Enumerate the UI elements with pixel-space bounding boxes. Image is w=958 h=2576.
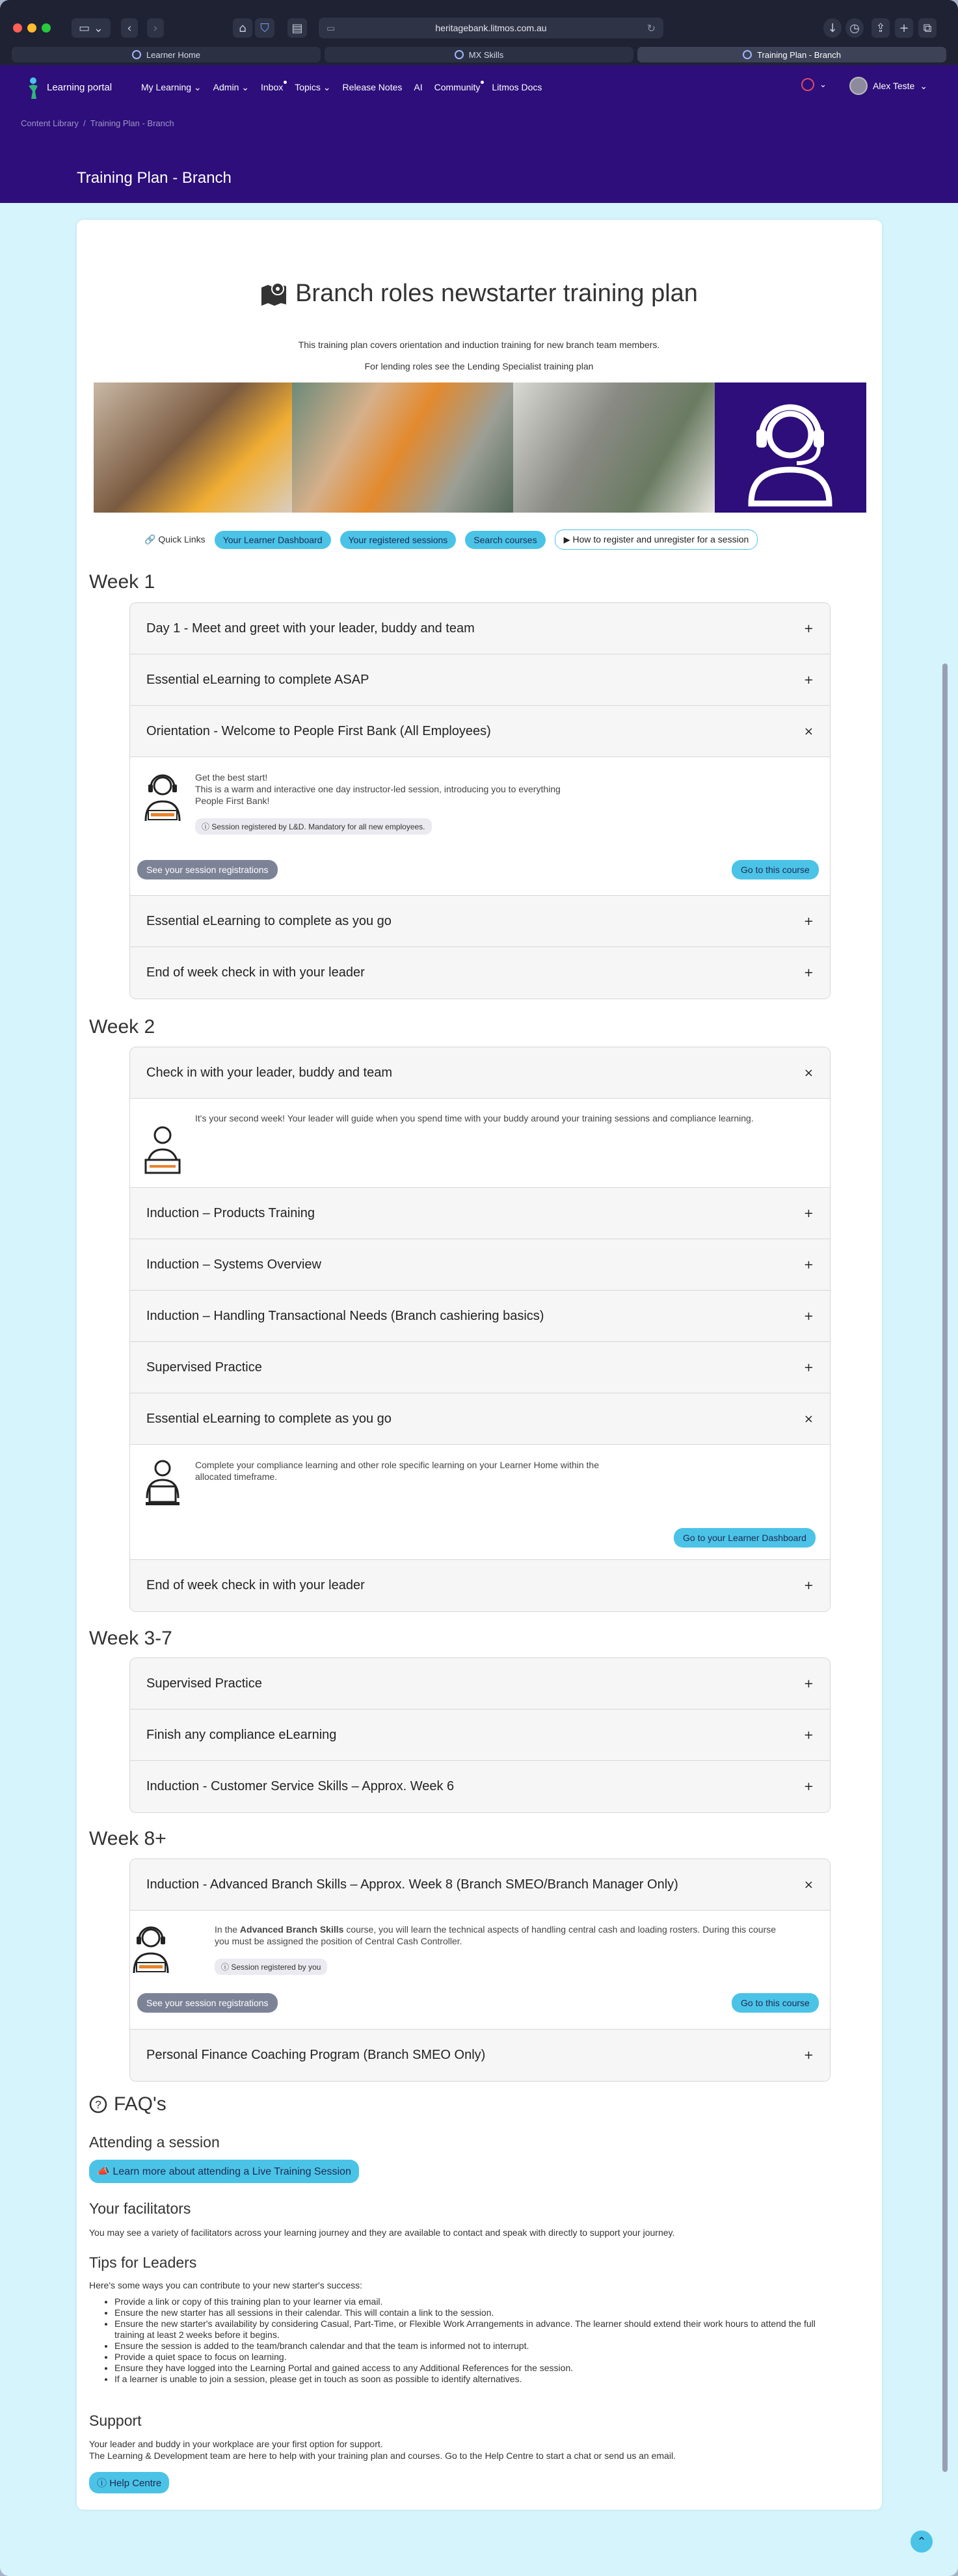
portal-brand[interactable]: Learning portal [47,82,113,93]
reload-icon[interactable]: ↻ [646,21,656,34]
headset-graphic [715,382,866,513]
map-icon [260,281,287,307]
chevron-down-icon[interactable]: ⌄ [819,79,827,89]
badge-text: Session registered by L&D. Mandatory for all new employees. [211,822,425,831]
expand-icon: + [803,1206,814,1220]
expand-icon: + [803,1360,814,1375]
accordion-item-title: Essential eLearning to complete ASAP [146,672,369,687]
user-menu[interactable] [849,77,927,95]
faq-title: FAQ's [114,2093,166,2115]
live-training-button[interactable] [89,2160,359,2183]
week-1-heading: Week 1 [89,571,155,593]
help-centre-label: Help Centre [109,2478,162,2489]
banner-image [94,382,866,513]
quick-links-label [144,534,206,545]
tips-list [114,2296,830,2385]
accordion-item[interactable] [130,1291,830,1342]
live-training-label: Learn more about attending a Live Training Session [113,2166,351,2177]
week-2-accordion [129,1047,831,1612]
learner-dashboard-button[interactable]: Your Learner Dashboard [215,531,331,549]
accordion-item[interactable] [130,1710,830,1761]
see-session-registrations-button[interactable]: See your session registrations [137,860,278,879]
tab-mx-skills[interactable] [325,47,633,62]
week-2-heading: Week 2 [89,1016,155,1038]
accordion-item-title: Induction – Handling Transactional Needs (Branch cashiering basics) [146,1308,544,1323]
portal-logo-icon[interactable] [26,77,40,100]
orientation-panel [130,757,830,896]
accordion-item-title: End of week check in with your leader [146,1578,365,1592]
nav-ai[interactable]: AI [414,82,423,92]
accordion-item-title: Induction – Systems Overview [146,1257,321,1272]
quick-links-text: Quick Links [158,534,206,544]
url-bar[interactable] [319,18,663,38]
list-item: • Ensure they have logged into the Learning Portal and gained access to any Additional References for the session. [114,2363,830,2374]
chevron-up-icon: ⌃ [916,2534,927,2549]
accordion-item-title: Personal Finance Coaching Program (Branch SMEO Only) [146,2048,486,2062]
breadcrumb [21,118,174,128]
collapse-icon: × [803,1412,814,1426]
accordion-item[interactable] [130,1188,830,1239]
how-to-register-button[interactable] [555,530,758,550]
accordion-item[interactable] [130,1342,830,1393]
nav-community[interactable] [434,82,481,93]
accordion-item-title: End of week check in with your leader [146,965,365,980]
site-favicon-icon [455,50,464,59]
tab-strip [12,47,946,62]
list-item: • Ensure the new starter's availability by considering Casual, Part-Time, or Flexible Work Arrangements in advance. The learner should extend their work hours to attend the full training at least 2 weeks before it begins. [114,2318,830,2341]
accordion-item-title: Essential eLearning to complete as you go [146,913,392,928]
list-item: • Ensure the new starter has all sessions in their calendar. This will contain a link to the session. [114,2307,830,2318]
checkin-panel [130,1099,830,1188]
accordion-item[interactable] [130,2030,830,2081]
tab-label: MX Skills [468,49,504,60]
nav-topics[interactable]: Topics ⌄ [295,82,331,92]
accordion-item[interactable] [130,1560,830,1611]
expand-icon: + [803,1780,814,1793]
see-session-registrations-button[interactable]: See your session registrations [137,1993,278,2013]
orientation-line: Get the best start! [195,772,268,783]
elearning-line: allocated timeframe. [195,1471,278,1482]
megaphone-icon: 📣 [97,2166,110,2177]
forward-icon[interactable]: › [147,18,164,38]
accordion-item-expanded[interactable] [130,1393,830,1445]
expand-icon: + [803,2048,814,2062]
orientation-description [195,771,561,807]
nav-label: Community [434,82,481,92]
learner-laptop-icon [143,1458,182,1510]
expand-icon: + [803,1309,814,1323]
breadcrumb-content-library[interactable]: Content Library [21,118,79,128]
info-icon: ⓘ [202,822,210,831]
accordion-item[interactable] [130,654,830,706]
chevron-down-icon: ⌄ [920,80,928,91]
accordion-item-expanded[interactable] [130,1859,830,1911]
elearning-line: Complete your compliance learning and other role specific learning on your Learner Home within the [195,1460,600,1470]
advanced-skills-line: you must be assigned the position of Central Cash Controller. [215,1936,462,1946]
accordion-item[interactable] [130,1658,830,1710]
orientation-line: People First Bank! [195,796,270,806]
orientation-line: This is a warm and interactive one day instructor-led session, introducing you to everything [195,784,561,794]
list-item: • Ensure the session is added to the team/branch calendar and that the team is informed not to interrupt. [114,2341,830,2352]
facilitators-text: You may see a variety of facilitators across your learning journey and they are available to contact and speak with directly to support your journey. [89,2227,675,2238]
nav-label: Topics [295,82,321,92]
nav-label: Admin [213,82,239,92]
accordion-item-title: Induction – Products Training [146,1205,315,1220]
new-tab-icon[interactable]: + [895,18,913,38]
elearning-panel [130,1445,830,1560]
minimize-window-button[interactable] [27,23,36,33]
week-3-7-heading: Week 3-7 [89,1628,172,1649]
badge-text: Session registered by you [231,1963,321,1972]
how-to-register-label: How to register and unregister for a session [572,534,749,544]
expand-icon: + [803,1579,814,1592]
expand-icon: + [803,673,814,687]
expand-icon: + [803,914,814,928]
accordion-item-title: Check in with your leader, buddy and team [146,1065,392,1080]
week-8-accordion [129,1858,831,2082]
text-fragment: In the [215,1924,240,1935]
tips-intro: Here's some ways you can contribute to your new starter's success: [89,2280,363,2290]
tab-training-plan[interactable] [637,47,946,62]
expand-icon: + [803,1257,814,1272]
url-text: heritagebank.litmos.com.au [435,23,547,33]
attending-heading: Attending a session [89,2134,220,2151]
list-item: • Provide a quiet space to focus on learning. [114,2352,830,2363]
nav-release-notes[interactable]: Release Notes [342,82,403,92]
accordion-item[interactable] [130,1761,830,1812]
info-icon: ⓘ [97,2478,107,2489]
share-icon[interactable]: ⇪ [872,18,890,38]
sidebar-toggle-icon[interactable]: ▭ ⌄ [72,18,111,38]
browser-chrome [0,0,958,65]
nav-admin[interactable]: Admin ⌄ [213,82,249,92]
go-to-course-button[interactable]: Go to this course [732,1993,819,2013]
history-icon[interactable]: ◷ [845,18,864,38]
advanced-skills-line [215,1924,776,1935]
facilitators-heading: Your facilitators [89,2200,191,2217]
expand-icon: + [803,621,814,636]
headset-icon [715,382,866,513]
search-courses-button[interactable]: Search courses [465,531,545,549]
accordion-item-title: Essential eLearning to complete as you go [146,1411,392,1426]
photo-team-meeting [292,382,513,513]
accordion-item-title: Induction - Advanced Branch Skills – Approx. Week 8 (Branch SMEO/Branch Manager Only) [146,1877,678,1892]
accordion-item-title: Day 1 - Meet and greet with your leader, buddy and team [146,621,475,636]
accordion-item-title: Finish any compliance eLearning [146,1727,337,1742]
close-window-button[interactable] [13,23,22,33]
collapse-icon: × [803,724,814,738]
elearning-description [195,1459,599,1483]
accordion-item-expanded[interactable] [130,706,830,757]
main-nav [141,82,542,93]
advanced-skills-description [215,1924,776,1947]
expand-icon: + [803,1676,814,1691]
accordion-item[interactable] [130,947,830,999]
faq-heading [89,2093,166,2115]
learner-laptop-icon [143,1123,182,1175]
week-3-7-accordion [129,1657,831,1813]
video-icon: ▶ [563,535,570,544]
avatar [849,77,868,95]
info-icon: ⓘ [221,1963,230,1972]
back-to-top-button[interactable] [911,2530,933,2553]
go-to-learner-dashboard-button[interactable]: Go to your Learner Dashboard [674,1528,816,1548]
list-item: • If a learner is unable to join a session, please get in touch as soon as possible to identify alternatives. [114,2374,830,2385]
nav-my-learning[interactable]: My Learning ⌄ [141,82,202,92]
tab-label: Training Plan - Branch [757,49,841,60]
site-favicon-icon [743,50,752,59]
maximize-window-button[interactable] [42,23,51,33]
week-1-accordion [129,602,831,999]
tab-learner-home[interactable] [12,47,321,62]
intro-text: This training plan covers orientation and induction training for new branch team members. [298,340,660,350]
support-text-2: The Learning & Development team are here to help with your training plan and courses. Go to the Help Centre to start a chat or send us an email. [89,2450,676,2461]
accordion-item[interactable] [130,896,830,947]
shield-icon[interactable]: ⛉ [255,18,274,38]
tips-heading: Tips for Leaders [89,2254,197,2271]
collapse-icon: × [803,1066,814,1080]
photo-learner-laptop [94,382,292,513]
user-name: Alex Teste [873,81,915,91]
plan-heading [0,280,958,308]
accordion-item-title: Orientation - Welcome to People First Bank (All Employees) [146,723,491,738]
language-globe-icon[interactable] [801,78,814,91]
nav-label: Inbox [260,82,284,92]
collapse-icon: × [803,1877,814,1892]
expand-icon: + [803,1728,814,1742]
question-icon [89,2095,107,2113]
registration-badge [215,1959,327,1975]
link-icon: 🔗 [144,534,156,544]
svg-text:?: ? [95,2099,101,2111]
notification-dot [481,81,484,84]
accordion-item[interactable] [130,1239,830,1291]
intro-lending-text: For lending roles see the Lending Specialist training plan [364,361,594,371]
notification-dot [284,81,287,84]
page-title: Training Plan - Branch [77,169,232,187]
nav-inbox[interactable] [261,82,283,93]
site-favicon-icon [132,50,141,59]
go-to-course-button[interactable]: Go to this course [732,860,819,879]
support-heading: Support [89,2412,142,2429]
accordion-item-expanded[interactable] [130,1047,830,1099]
course-name: Advanced Branch Skills [239,1924,344,1935]
home-icon[interactable]: ⌂ [233,18,252,38]
breadcrumb-separator: / [81,118,90,128]
download-icon[interactable]: ↓ [823,18,842,38]
facilitator-headset-icon [131,1924,170,1976]
accordion-item-title: Induction - Customer Service Skills – Approx. Week 6 [146,1779,455,1793]
page-scrollbar[interactable] [942,664,948,2472]
checkin-text: It's your second week! Your leader will guide when you spend time with your buddy around your training sessions and compliance learning. [195,1113,754,1123]
advanced-skills-panel [130,1911,830,2030]
tab-label: Learner Home [146,49,201,60]
registered-sessions-button[interactable]: Your registered sessions [340,531,457,549]
reader-icon[interactable]: ▤ [287,18,307,38]
week-8-heading: Week 8+ [89,1828,166,1849]
support-text-1: Your leader and buddy in your workplace are your first option for support. [89,2439,383,2449]
expand-icon: + [803,966,814,980]
accordion-item[interactable] [130,603,830,654]
nav-label: My Learning [141,82,192,92]
plan-title: Branch roles newstarter training plan [295,280,698,307]
photo-online-learning [513,382,715,513]
registration-badge [195,818,432,835]
help-centre-button[interactable] [89,2472,169,2493]
accordion-item-title: Supervised Practice [146,1360,262,1375]
quick-links [144,530,758,550]
facilitator-headset-icon [143,771,182,824]
tab-overview-icon[interactable]: ⧉ [918,18,937,38]
list-item: • Provide a link or copy of this training plan to your learner via email. [114,2296,830,2307]
lock-icon: ▭ [326,22,336,33]
nav-litmos-docs[interactable]: Litmos Docs [492,82,542,92]
accordion-item-title: Supervised Practice [146,1676,262,1691]
back-icon[interactable]: ‹ [121,18,138,38]
breadcrumb-current: Training Plan - Branch [90,118,174,128]
text-fragment: course, you will learn the technical aspects of handling central cash and loading rosters. During this course [343,1924,777,1935]
